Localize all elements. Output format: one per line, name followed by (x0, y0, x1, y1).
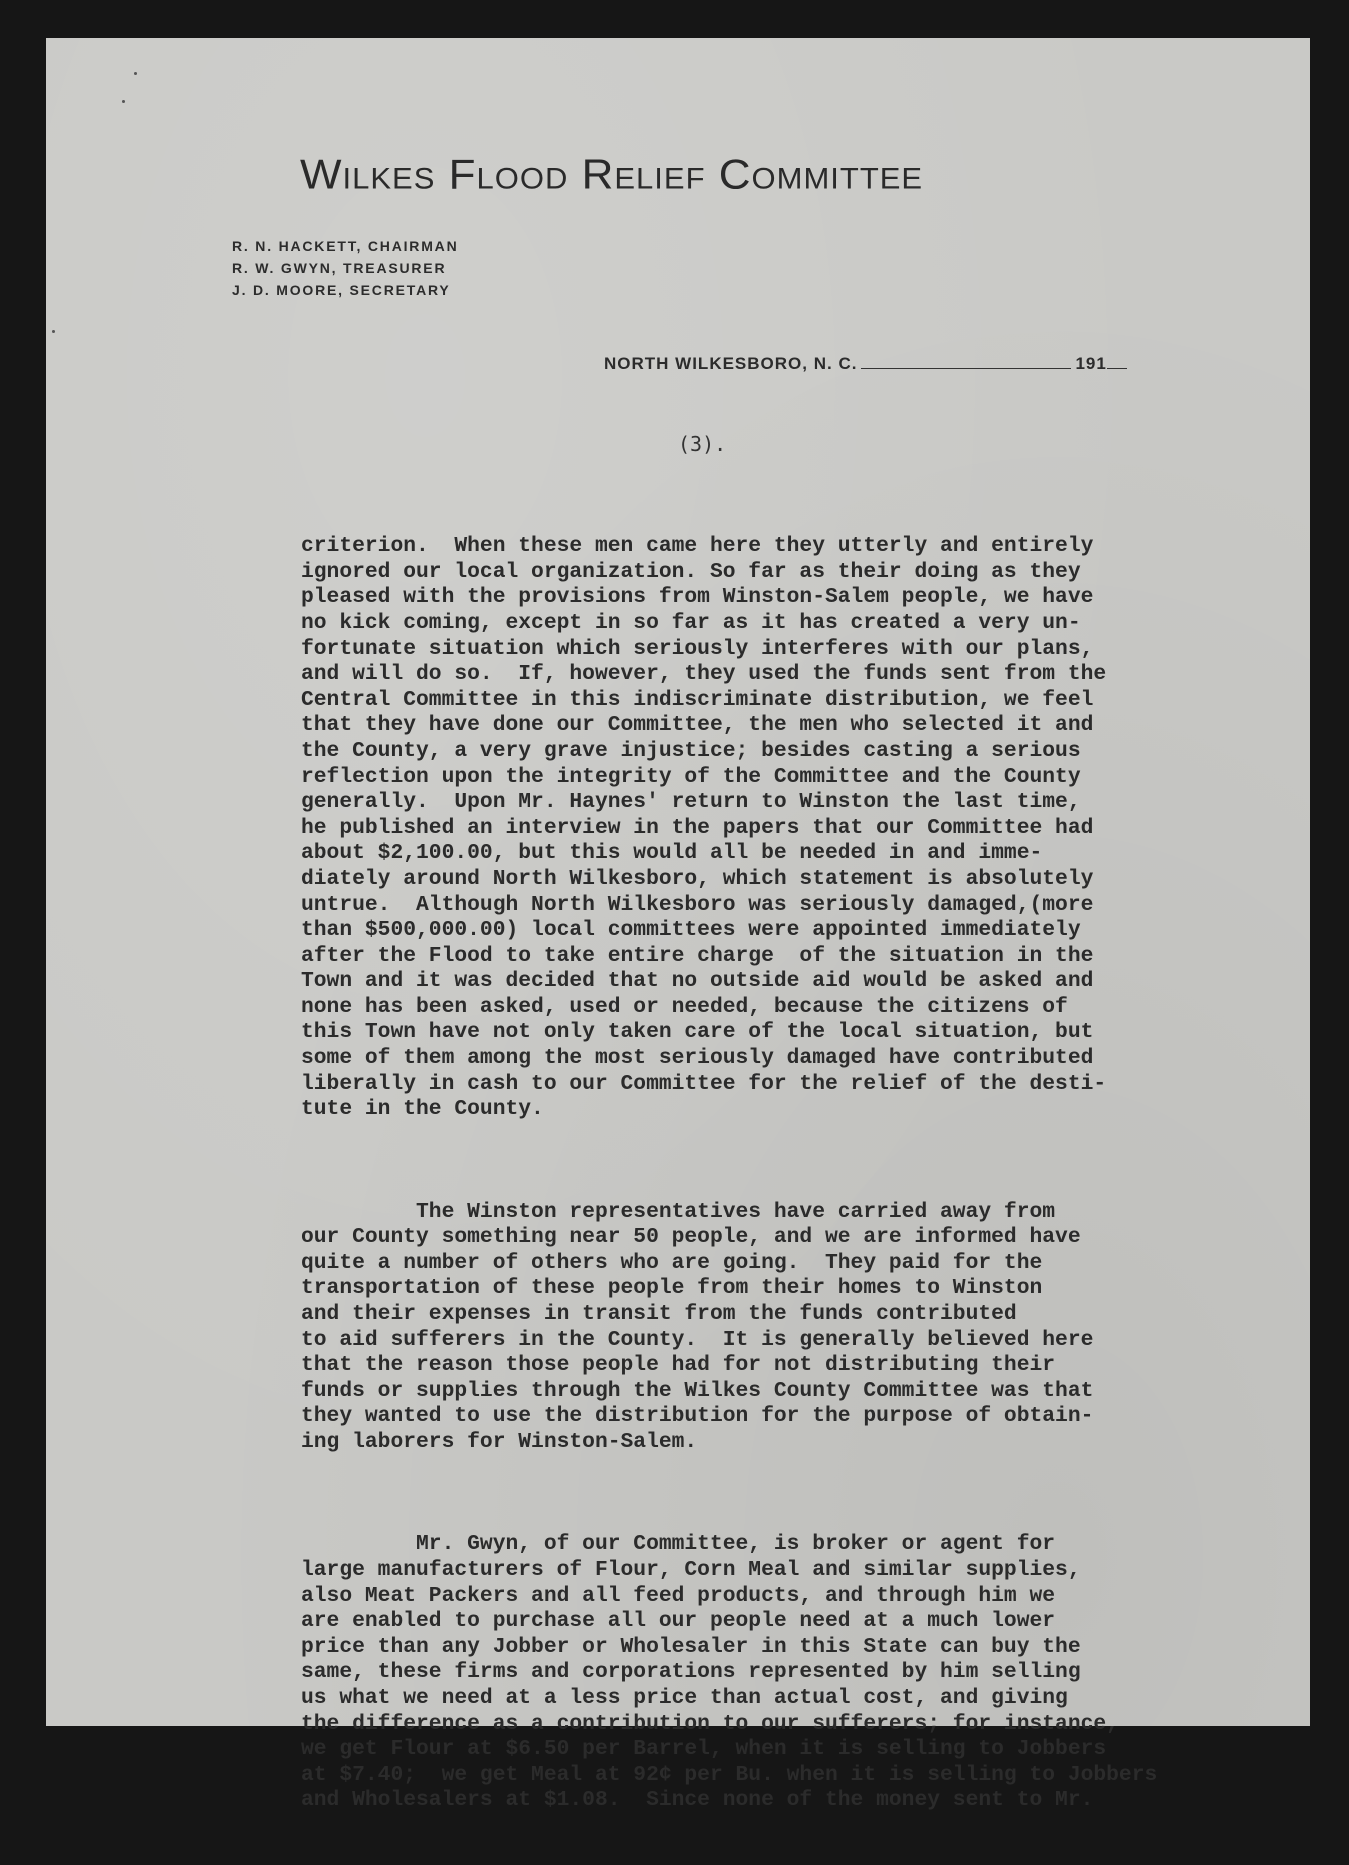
page-number: (3). (678, 432, 727, 456)
officer-secretary: J. D. MOORE, SECRETARY (232, 282, 451, 298)
text-line: pleased with the provisions from Winston-Salem people, we have (301, 585, 1094, 610)
text-line: to aid sufferers in the County. It is generally believed here (301, 1327, 1094, 1352)
text-line: than $500,000.00) local committees were appointed immediately (301, 918, 1081, 943)
text-line: are enabled to purchase all our people need at a much lower (301, 1609, 1056, 1634)
dateline-place: NORTH WILKESBORO, N. C. (604, 354, 858, 373)
paper-speck (122, 100, 125, 103)
text-line: that they have done our Committee, the men who selected it and (301, 713, 1094, 738)
paragraph-3 (301, 1532, 1291, 1814)
date-blank-line (861, 354, 1071, 369)
text-line: also Meat Packers and all feed products, and through him we (301, 1583, 1056, 1608)
officer-treasurer: R. W. GWYN, TREASURER (232, 260, 447, 276)
letter-page (46, 38, 1310, 1813)
year-blank-line (1107, 354, 1127, 369)
text-line: and their expenses in transit from the funds contributed (301, 1302, 1017, 1326)
text-line: Town and it was decided that no outside aid would be asked and (301, 969, 1094, 994)
letterhead-title: Wilkes Flood Relief Committee (300, 151, 924, 198)
text-line: some of them among the most seriously damaged have contributed (301, 1046, 1094, 1071)
text-line: the County, a very grave injustice; besides casting a serious (301, 738, 1081, 763)
letter-body (301, 483, 1291, 1865)
text-line: we get Flour at $6.50 per Barrel, when it is selling to Jobbers (301, 1737, 1107, 1762)
text-line: none has been asked, used or needed, because the citizens of (301, 994, 1068, 1019)
text-line: price than any Jobber or Wholesaler in this State can buy the (301, 1634, 1081, 1659)
officers-list (232, 235, 459, 301)
text-line: criterion. When these men came here they utterly and entirely (301, 534, 1094, 559)
paragraph-2 (301, 1200, 1291, 1456)
text-line: diately around North Wilkesboro, which statement is absolutely (301, 866, 1094, 891)
text-line: reflection upon the integrity of the Committee and the County (301, 764, 1081, 789)
text-line: Central Committee in this indiscriminate distribution, we feel (301, 687, 1094, 712)
text-line: Mr. Gwyn, of our Committee, is broker or agent for (301, 1532, 1056, 1557)
text-line: large manufacturers of Flour, Corn Meal and similar supplies, (301, 1557, 1081, 1582)
text-line: that the reason those people had for not distributing their (301, 1353, 1056, 1378)
text-line: and will do so. If, however, they used the funds sent from the (301, 662, 1107, 687)
text-line: liberally in cash to our Committee for the relief of the desti- (301, 1071, 1107, 1096)
text-line: this Town have not only taken care of the local situation, but (301, 1020, 1094, 1045)
dateline-year: 191 (1075, 354, 1107, 373)
text-line: about $2,100.00, but this would all be needed in and imme- (301, 841, 1043, 866)
text-line: funds or supplies through the Wilkes County Committee was that (301, 1378, 1094, 1403)
text-line: untrue. Although North Wilkesboro was seriously damaged,(more (301, 892, 1094, 917)
text-line: ignored our local organization. So far as their doing as they (301, 559, 1081, 584)
text-line: our County something near 50 people, and we are informed have (301, 1225, 1081, 1250)
text-line: at $7.40; we get Meal at 92¢ per Bu. when it is selling to Jobbers (301, 1762, 1158, 1787)
text-line: no kick coming, except in so far as it has created a very un- (301, 610, 1081, 635)
text-line: quite a number of others who are going. They paid for the (301, 1250, 1043, 1275)
paper-speck (134, 72, 137, 75)
text-line: generally. Upon Mr. Haynes' return to Winston the last time, (301, 790, 1081, 815)
paper-speck (52, 330, 55, 333)
text-line: the difference as a contribution to our sufferers; for instance, (301, 1711, 1119, 1736)
text-line: and Wholesalers at $1.08. Since none of the money sent to Mr. (301, 1788, 1094, 1813)
text-line: ing laborers for Winston-Salem. (301, 1429, 698, 1454)
text-line: they wanted to use the distribution for the purpose of obtain- (301, 1404, 1094, 1429)
dateline (604, 354, 1204, 374)
officer-chairman: R. N. HACKETT, CHAIRMAN (232, 238, 459, 254)
text-line: The Winston representatives have carried away from (301, 1199, 1056, 1224)
text-line: he published an interview in the papers that our Committee had (301, 815, 1094, 840)
text-line: us what we need at a less price than actual cost, and giving (301, 1685, 1068, 1710)
paragraph-1 (301, 534, 1291, 1123)
text-line: transportation of these people from their homes to Winston (301, 1276, 1043, 1301)
text-line: after the Flood to take entire charge of the situation in the (301, 943, 1094, 968)
text-line: fortunate situation which seriously interferes with our plans, (301, 636, 1094, 661)
text-line: tute in the County. (301, 1097, 544, 1122)
text-line: same, these firms and corporations represented by him selling (301, 1660, 1081, 1685)
